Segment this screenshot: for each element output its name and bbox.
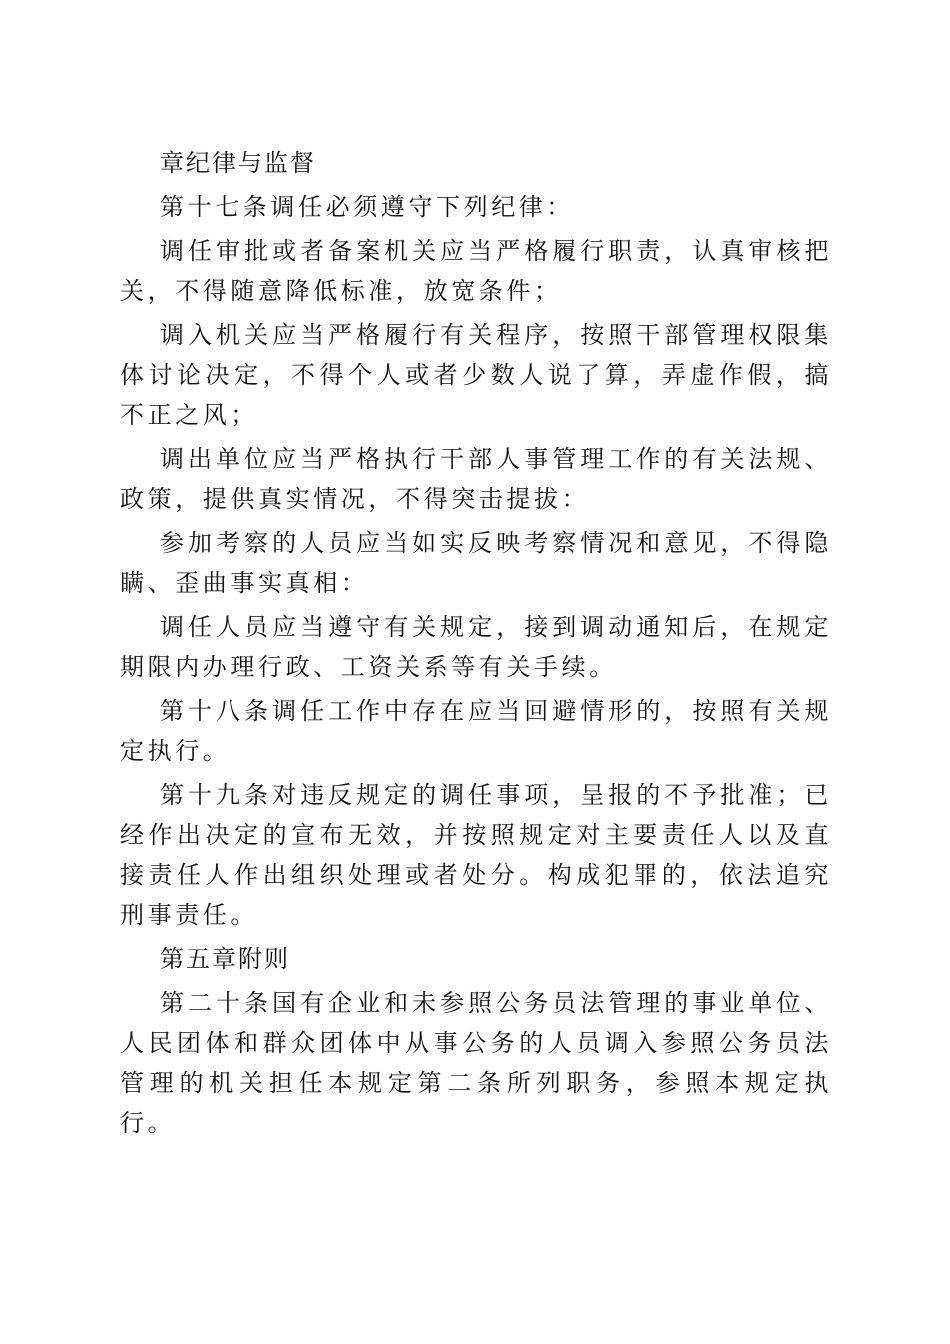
article-17-item-2: 调入机关应当严格履行有关程序，按照干部管理权限集体讨论决定，不得个人或者少数人说了算，弄虚作假，搞不正之风；	[120, 321, 832, 429]
article-19: 第十九条对违反规定的调任事项，呈报的不予批准；已经作出决定的宣布无效，并按照规定对主要责任人以及直接责任人作出组织处理或者处分。构成犯罪的，依法追究刑事责任。	[120, 781, 832, 929]
article-18: 第十八条调任工作中存在应当回避情形的，按照有关规定执行。	[120, 697, 832, 765]
article-17-item-4: 参加考察的人员应当如实反映考察情况和意见，不得隐瞒、歪曲事实真相：	[120, 529, 832, 597]
article-17-intro: 第十七条调任必须遵守下列纪律：	[160, 193, 574, 221]
article-17-item-1: 调任审批或者备案机关应当严格履行职责，认真审核把关，不得随意降低标准，放宽条件；	[120, 237, 832, 305]
article-17-item-3: 调出单位应当严格执行干部人事管理工作的有关法规、政策，提供真实情况，不得突击提拔：	[120, 445, 832, 513]
chapter-5-heading: 第五章附则	[160, 945, 290, 973]
chapter-heading: 章纪律与监督	[160, 149, 316, 177]
article-20: 第二十条国有企业和未参照公务员法管理的事业单位、人民团体和群众团体中从事公务的人员调入参照公务员法管理的机关担任本规定第二条所列职务，参照本规定执行。	[120, 989, 832, 1137]
article-17-item-5: 调任人员应当遵守有关规定，接到调动通知后，在规定期限内办理行政、工资关系等有关手续。	[120, 613, 832, 681]
